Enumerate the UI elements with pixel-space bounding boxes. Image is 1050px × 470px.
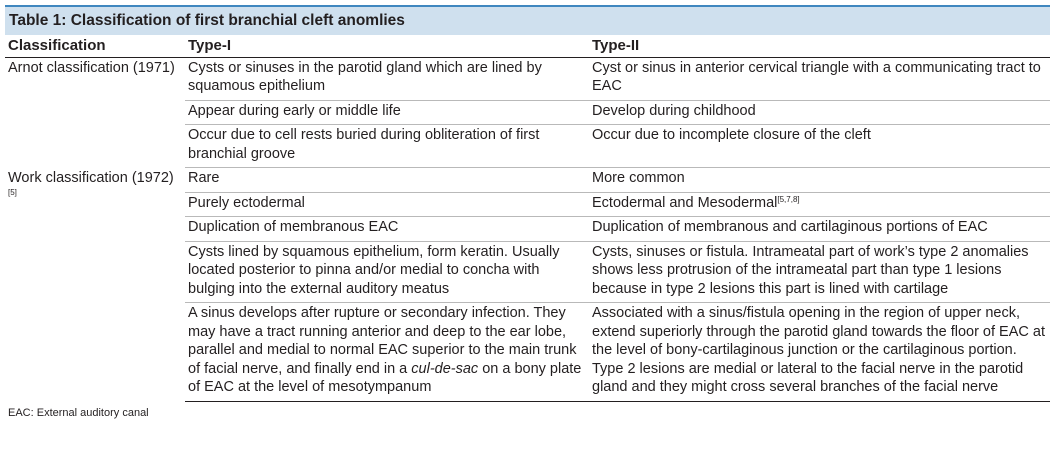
header-classification: Classification xyxy=(5,35,185,57)
arnot-type1-cell: Occur due to cell rests buried during obliteration of first branchial groove xyxy=(185,125,589,168)
work-type1-text-pre: A sinus develops after rupture or secondary infection. They may have a tract running anterior and deep to the ear lobe, parallel and medial to normal EAC superior to the main trunk of facial nerve, and finally end in a xyxy=(188,305,577,377)
work-type2-text: Ectodermal and Mesodermal xyxy=(592,194,778,211)
work-type2-cell: Associated with a sinus/fistula opening in the region of upper neck, extend superiorly through the parotid gland towards the floor of EAC at the level of bony-cartilaginous junction or the cartilaginous portion. Type 2 lesions are medial or lateral to the facial nerve in the parotid gland and they might cross several branches of the facial nerve xyxy=(589,303,1050,402)
arnot-type1-cell: Appear during early or middle life xyxy=(185,100,589,125)
table-row xyxy=(5,57,1050,100)
header-type2: Type-II xyxy=(589,35,1050,57)
work-type1-cell: Cysts lined by squamous epithelium, form keratin. Usually located posterior to pinna and/or medial to concha with bulging into the external auditory meatus xyxy=(185,241,589,303)
table-container xyxy=(5,5,1050,419)
table-title: Table 1: Classification of first branchial cleft anomlies xyxy=(5,5,1050,35)
work-classification-label xyxy=(5,168,185,402)
work-type1-italic-term: cul-de-sac xyxy=(411,360,479,377)
work-type2-cell: Duplication of membranous and cartilaginous portions of EAC xyxy=(589,217,1050,242)
arnot-type1-cell: Cysts or sinuses in the parotid gland which are lined by squamous epithelium xyxy=(185,57,589,100)
work-type1-cell: Rare xyxy=(185,168,589,193)
classification-table xyxy=(5,35,1050,402)
arnot-type2-cell: Cyst or sinus in anterior cervical triangle with a communicating tract to EAC xyxy=(589,57,1050,100)
arnot-type2-cell: Occur due to incomplete closure of the cleft xyxy=(589,125,1050,168)
work-type2-reference: [5,7,8] xyxy=(777,194,800,204)
work-type1-cell: Purely ectodermal xyxy=(185,192,589,217)
work-type1-text-post: on a bony plate of EAC at the level of mesotympanum xyxy=(188,360,582,395)
header-row xyxy=(5,35,1050,57)
work-label-reference: [5] xyxy=(8,188,17,197)
arnot-type2-cell: Develop during childhood xyxy=(589,100,1050,125)
table-row xyxy=(5,168,1050,193)
work-type2-cell xyxy=(589,192,1050,217)
arnot-classification-label: Arnot classification (1971) xyxy=(8,59,175,76)
header-type1: Type-I xyxy=(185,35,589,57)
work-type2-cell: More common xyxy=(589,168,1050,193)
work-type2-cell: Cysts, sinuses or fistula. Intrameatal part of work’s type 2 anomalies shows less protrusion of the intrameatal part than type 1 lesions because in type 2 lesions this part is lined with cartilage xyxy=(589,241,1050,303)
work-label-text: Work classification (1972) xyxy=(8,169,174,186)
work-type1-cell: Duplication of membranous EAC xyxy=(185,217,589,242)
table-footnote: EAC: External auditory canal xyxy=(8,406,149,419)
work-type1-cell xyxy=(185,303,589,402)
